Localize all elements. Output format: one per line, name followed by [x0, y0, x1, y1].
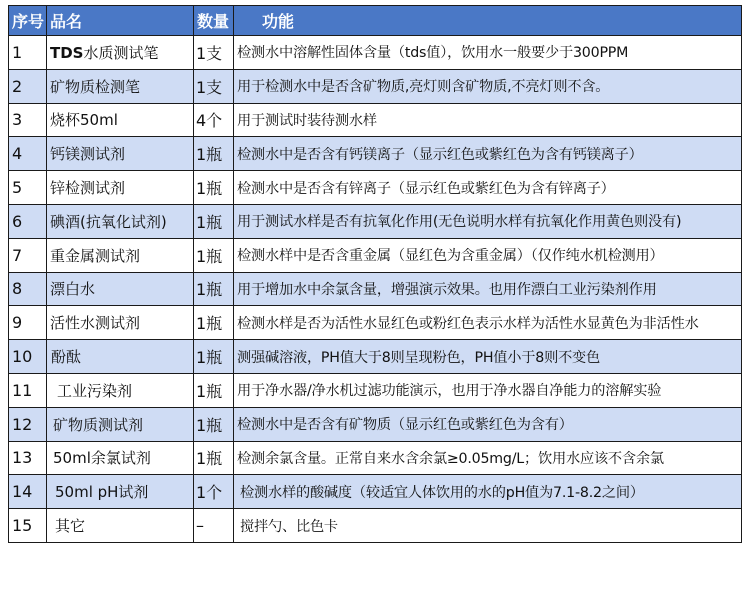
- row-index: 7: [9, 238, 47, 272]
- row-name: [47, 407, 194, 441]
- table-row: [9, 509, 742, 543]
- row-name: [47, 340, 194, 374]
- header-index: 序号: [9, 6, 47, 36]
- row-name-text: 烧杯50ml: [50, 111, 118, 130]
- row-quantity: 1瓶: [194, 137, 234, 171]
- row-name-text: 矿物质检测笔: [50, 77, 141, 96]
- row-index: 9: [9, 306, 47, 340]
- row-name-text: 重金属测试剂: [50, 246, 141, 265]
- row-index: 11: [9, 373, 47, 407]
- product-table-container: [8, 5, 742, 543]
- row-name-text: 钙镁测试剂: [50, 145, 126, 164]
- row-quantity: 1支: [194, 69, 234, 103]
- row-function: 检测水样的酸碱度（较适宜人体饮用的水的pH值为7.1-8.2之间）: [234, 475, 742, 509]
- row-name-text: 锌检测试剂: [50, 179, 126, 198]
- row-name: [47, 509, 194, 543]
- row-name: [47, 373, 194, 407]
- row-function: 检测水中溶解性固体含量（tds值），饮用水一般要少于300PPM: [234, 36, 742, 70]
- row-quantity: 1瓶: [194, 306, 234, 340]
- row-function: 用于增加水中余氯含量，增强演示效果。也用作漂白工业污染剂作用: [234, 272, 742, 306]
- table-row: [9, 272, 742, 306]
- row-name: [47, 137, 194, 171]
- row-quantity: –: [194, 509, 234, 543]
- row-name: [47, 36, 194, 70]
- table-row: [9, 36, 742, 70]
- table-row: [9, 204, 742, 238]
- row-name-text: 碘酒(抗氧化试剂): [50, 212, 167, 231]
- row-function: 用于净水器/净水机过滤功能演示，也用于净水器自净能力的溶解实验: [234, 373, 742, 407]
- row-name-text: 漂白水: [50, 280, 96, 299]
- row-name: [47, 272, 194, 306]
- row-name-text: 矿物质测试剂: [53, 415, 144, 434]
- row-quantity: 1支: [194, 36, 234, 70]
- table-body: [9, 36, 742, 543]
- row-quantity: 1瓶: [194, 441, 234, 475]
- row-index: 13: [9, 441, 47, 475]
- row-name-text: 50ml余氯试剂: [53, 449, 151, 468]
- row-name-text: 水质测试笔: [83, 43, 159, 62]
- table-row: [9, 373, 742, 407]
- row-quantity: 1瓶: [194, 171, 234, 205]
- row-function: 检测余氯含量。正常自来水含余氯≥0.05mg/L；饮用水应该不含余氯: [234, 441, 742, 475]
- table-row: [9, 103, 742, 137]
- row-name-text: 工业污染剂: [57, 381, 133, 400]
- row-name: [47, 103, 194, 137]
- row-index: 5: [9, 171, 47, 205]
- row-name: [47, 69, 194, 103]
- row-name: [47, 441, 194, 475]
- table-row: [9, 306, 742, 340]
- header-quantity: 数量: [194, 6, 234, 36]
- row-name-text: 酚酞: [51, 348, 82, 367]
- header-name: 品名: [47, 6, 194, 36]
- row-quantity: 1瓶: [194, 238, 234, 272]
- table-row: [9, 340, 742, 374]
- row-name-text: 其它: [55, 517, 86, 536]
- row-index: 1: [9, 36, 47, 70]
- row-quantity: 1瓶: [194, 373, 234, 407]
- row-function: 搅拌勺、比色卡: [234, 509, 742, 543]
- row-quantity: 1瓶: [194, 340, 234, 374]
- row-name: [47, 238, 194, 272]
- row-index: 10: [9, 340, 47, 374]
- table-row: [9, 238, 742, 272]
- row-function: 测强碱溶液，PH值大于8则呈现粉色，PH值小于8则不变色: [234, 340, 742, 374]
- table-row: [9, 475, 742, 509]
- row-index: 4: [9, 137, 47, 171]
- row-quantity: 1瓶: [194, 204, 234, 238]
- row-index: 6: [9, 204, 47, 238]
- header-function: 功能: [234, 6, 742, 36]
- row-index: 8: [9, 272, 47, 306]
- row-function: 检测水中是否含有矿物质（显示红色或紫红色为含有）: [234, 407, 742, 441]
- table-row: [9, 69, 742, 103]
- row-quantity: 1个: [194, 475, 234, 509]
- header-row: [9, 6, 742, 36]
- row-function: 用于测试时装待测水样: [234, 103, 742, 137]
- row-function: 检测水中是否含有锌离子（显示红色或紫红色为含有锌离子）: [234, 171, 742, 205]
- row-name-prefix: TDS: [50, 43, 84, 62]
- row-name: [47, 204, 194, 238]
- row-quantity: 1瓶: [194, 407, 234, 441]
- row-name-text: 50ml pH试剂: [55, 483, 149, 502]
- row-index: 3: [9, 103, 47, 137]
- row-index: 14: [9, 475, 47, 509]
- row-name: [47, 171, 194, 205]
- row-quantity: 4个: [194, 103, 234, 137]
- row-function: 检测水样是否为活性水显红色或粉红色表示水样为活性水显黄色为非活性水: [234, 306, 742, 340]
- row-function: 检测水样中是否含重金属（显红色为含重金属）（仅作纯水机检测用）: [234, 238, 742, 272]
- table-row: [9, 441, 742, 475]
- row-function: 用于检测水中是否含矿物质,亮灯则含矿物质,不亮灯则不含。: [234, 69, 742, 103]
- row-index: 12: [9, 407, 47, 441]
- row-function: 检测水中是否含有钙镁离子（显示红色或紫红色为含有钙镁离子）: [234, 137, 742, 171]
- row-quantity: 1瓶: [194, 272, 234, 306]
- row-name-text: 活性水测试剂: [50, 314, 141, 333]
- table-row: [9, 137, 742, 171]
- row-index: 15: [9, 509, 47, 543]
- row-function: 用于测试水样是否有抗氧化作用(无色说明水样有抗氧化作用黄色则没有): [234, 204, 742, 238]
- row-name: [47, 475, 194, 509]
- row-index: 2: [9, 69, 47, 103]
- product-table: [8, 5, 742, 543]
- table-row: [9, 171, 742, 205]
- table-row: [9, 407, 742, 441]
- row-name: [47, 306, 194, 340]
